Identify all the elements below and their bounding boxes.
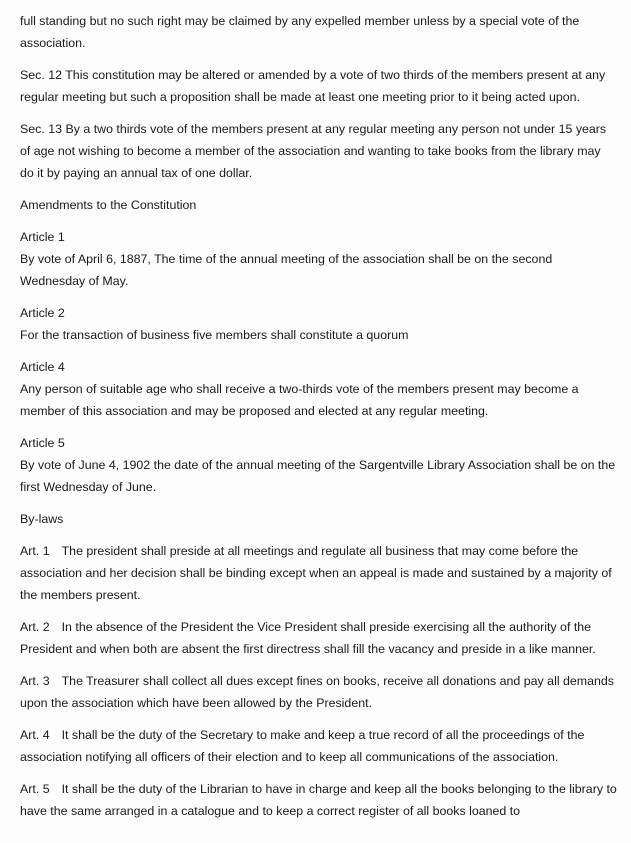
bylaw-text: It shall be the duty of the Secretary to make and keep a true record of all the proceedings of the association notifying all officers of their election and to keep all communications of the association.	[20, 728, 585, 764]
article-text: For the transaction of business five members shall constitute a quorum	[20, 328, 409, 342]
paragraph-sec-12: Sec. 12 This constitution may be altered or amended by a vote of two thirds of the members present at any regular meeting but such a proposition shall be made at least one meeting prior to it being acted upon.	[20, 68, 606, 104]
article-4	[20, 356, 617, 422]
bylaws-heading: By-laws	[20, 512, 64, 526]
bylaw-art-2	[20, 616, 617, 660]
bylaw-label: Art. 2	[20, 620, 50, 634]
bylaw-label: Art. 1	[20, 544, 50, 558]
bylaw-art-1	[20, 540, 617, 606]
article-text: By vote of June 4, 1902 the date of the annual meeting of the Sargentville Library Association shall be on the first Wednesday of June.	[20, 458, 616, 494]
bylaw-text: It shall be the duty of the Librarian to have in charge and keep all the books belonging to the library to have the same arranged in a catalogue and to keep a correct register of all books loaned to	[20, 782, 617, 818]
paragraph-sec-13: Sec. 13 By a two thirds vote of the members present at any regular meeting any person not under 15 years of age not wishing to become a member of the association and wanting to take books from the library may do it by paying an annual tax of one dollar.	[20, 122, 607, 180]
bylaw-text: The president shall preside at all meetings and regulate all business that may come before the association and her decision shall be binding except when an appeal is made and sustained by a majority of the members present.	[20, 544, 612, 602]
article-heading: Article 1	[20, 230, 65, 244]
bylaw-art-5	[20, 778, 617, 822]
article-heading: Article 5	[20, 436, 65, 450]
article-1	[20, 226, 617, 292]
article-text: Any person of suitable age who shall receive a two-thirds vote of the members present may become a member of this association and may be proposed and elected at any regular meeting.	[20, 382, 579, 418]
bylaw-label: Art. 4	[20, 728, 50, 742]
paragraph-continuation: full standing but no such right may be claimed by any expelled member unless by a special vote of the association.	[20, 14, 580, 50]
bylaw-label: Art. 3	[20, 674, 50, 688]
bylaw-label: Art. 5	[20, 782, 50, 796]
bylaw-text: In the absence of the President the Vice President shall preside exercising all the authority of the President and when both are absent the first directress shall fill the vacancy and preside in a like manner.	[20, 620, 596, 656]
bylaw-art-4	[20, 724, 617, 768]
bylaw-art-3	[20, 670, 617, 714]
article-heading: Article 4	[20, 360, 65, 374]
amendments-heading: Amendments to the Constitution	[20, 198, 197, 212]
article-heading: Article 2	[20, 306, 65, 320]
article-text: By vote of April 6, 1887, The time of the annual meeting of the association shall be on the second Wednesday of May.	[20, 252, 553, 288]
bylaw-text: The Treasurer shall collect all dues except fines on books, receive all donations and pay all demands upon the association which have been allowed by the President.	[20, 674, 614, 710]
article-2	[20, 302, 617, 346]
article-5	[20, 432, 617, 498]
